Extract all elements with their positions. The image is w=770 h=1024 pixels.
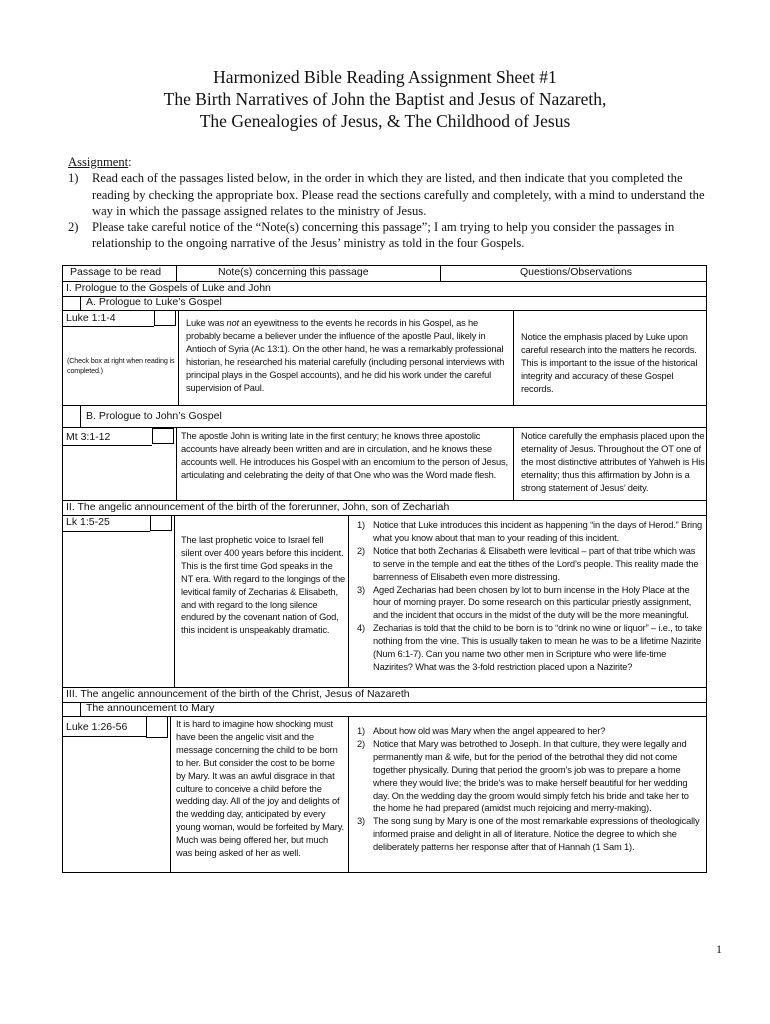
section-1b-heading: B. Prologue to John’s Gospel (86, 410, 222, 422)
passage-mt-3-1-12: Mt 3:1-12 (66, 431, 111, 443)
note-lk-1-5-25: The last prophetic voice to Israel fell silent over 400 years before this incident. This is the first time God speaks in the NT era. With regard to the longings of the levitical family of Zecharias & Elisabeth, and with regard to the long silence endured by the covenant nation of God, this incident is unspeakably dramatic. (181, 535, 346, 636)
assignment-item-text: Please take careful notice of the “Note(s) concerning this passage”; I am trying to help you consider the passages in relationship to the ongoing narrative of the Jesus’ ministry as told in the four Gospels. (92, 220, 675, 251)
assignment-item-text: Read each of the passages listed below, in the order in which they are listed, and then indicate that you completed the reading by checking the appropriate box. Please read the sections carefully and completely, with a mind to understand the way in which the passage assigned relates to the ministry of Jesus. (92, 171, 705, 218)
passage-lk-1-5-25: Lk 1:5-25 (66, 516, 110, 528)
section-2-heading: II. The angelic announcement of the birth of the forerunner, John, son of Zechariah (66, 501, 450, 513)
assignment-item-number: 2) (68, 220, 79, 235)
title-line-1: Harmonized Bible Reading Assignment Sheet #1 (213, 67, 557, 87)
list-item: 2) Notice that Mary was betrothed to Joseph. In that culture, they were legally and permanently man & wife, but for the period of the betrothal they did not come together physically. During that period the groom’s job was to prepare a home where they would live; the bride’s was to make herself beautiful for her wedding day. On the wedding day the groom would simply fetch his bride and take her to the home he had prepared (amidst much rejoicing and merry-making). (357, 738, 689, 814)
list-item: 1) About how old was Mary when the angel appeared to her? (357, 726, 606, 736)
assignment-label: Assignment (68, 155, 129, 169)
note-luke-1-1-4: Luke was not an eyewitness to the events he records in his Gospel, as he probably became a believer under the influence of the apostle Paul, likely in Antioch of Syria (Ac 13:1). On the other hand, he was a remarkably professional historian, he researched his material carefully (including personal interviews with principal plays in the Gospel accounts), and he did his work under the careful supervision of Paul. (186, 318, 505, 393)
assignment-item-number: 1) (68, 171, 79, 186)
assignment-colon: : (128, 155, 132, 169)
reading-checkbox[interactable] (154, 310, 176, 326)
header-notes: Note(s) concerning this passage (218, 266, 369, 278)
checkbox-instruction: (Check box at right when reading is completed.) (67, 356, 175, 375)
header-questions: Questions/Observations (520, 266, 633, 278)
page-title (0, 66, 770, 132)
list-item: 3) The song sung by Mary is one of the most remarkable expressions of theologically informed praise and delight in all of literature. Notice the degree to which she deliberately patterns her response after that of Hannah (1 Sam 1). (357, 816, 700, 853)
list-item: 3) Aged Zecharias had been chosen by lot to burn incense in the Holy Place at the hour of morning prayer. Do some research on this particular priestly assignment, and the incident that occurs in the midst of the duty will be the more meaningful. (357, 584, 692, 621)
questions-lk-1-5-25 (357, 519, 703, 674)
header-passage: Passage to be read (70, 266, 162, 278)
list-item: 4) Zecharias is told that the child to be born is to “drink no wine or liquor” – i.e., to take nothing from the vine. This is usually taken to mean he was to be a lifetime Nazirite (Num 6:1-7). Can you name two other men in Scripture who were life-time Nazirites? What was the 3-fold restriction placed upon a Nazirite? (357, 623, 702, 672)
list-item: 2) Notice that both Zecharias & Elisabeth were levitical – part of that tribe which was to serve in the temple and eat the tithes of the Lord’s people. This reality made the barrenness of Elisabeth even more distressing. (357, 545, 699, 582)
passage-luke-1-1-4: Luke 1:1-4 (66, 312, 116, 324)
reading-checkbox[interactable] (146, 716, 168, 738)
observation-mt-3-1-12: Notice carefully the emphasis placed upon the eternality of Jesus. Throughout the OT one of the most distinctive attributes of Yahweh is His eternality; thus this affirmation by John is a strong statement of Jesus’ deity. (521, 431, 705, 493)
note-mt-3-1-12: The apostle John is writing late in the first century; he knows three apostolic accounts have already been written and are in circulation, and he knows these accounts well. He introduces his Gospel with an encomium to the person of Jesus, articulating and celebrating the deity of that One who was the Word made flesh. (181, 431, 508, 480)
assignment-item-1 (68, 170, 718, 219)
observation-luke-1-1-4: Notice the emphasis placed by Luke upon careful research into the matters he records. This is important to the issue of the historical integrity and accuracy of these Gospel records. (521, 332, 698, 394)
assignment-item-2 (68, 219, 718, 252)
list-item: 1) Notice that Luke introduces this incident as happening “in the days of Herod.” Bring what you know about that man to your reading of this incident. (357, 520, 703, 543)
section-1-heading: I. Prologue to the Gospels of Luke and John (66, 282, 271, 294)
reading-checkbox[interactable] (152, 428, 174, 444)
section-3a-heading: The announcement to Mary (86, 702, 215, 714)
title-line-3: The Genealogies of Jesus, & The Childhood of Jesus (199, 111, 571, 131)
section-3-heading: III. The angelic announcement of the birth of the Christ, Jesus of Nazareth (66, 688, 410, 700)
title-line-2: The Birth Narratives of John the Baptist and Jesus of Nazareth, (163, 89, 607, 109)
note-luke-1-26-56: It is hard to imagine how shocking must have been the angelic visit and the message concerning the child to be born to her. But consider the cost to be borne by Mary. It was an awful disgrace in that culture to conceive a child before the wedding day. All of the joy and delights of the wedding day, anticipated by every young woman, would be forfeited by Mary. Much was being offered her, but much was being asked of her as well. (176, 719, 344, 859)
section-1a-heading: A. Prologue to Luke’s Gospel (86, 296, 222, 308)
reading-checkbox[interactable] (150, 515, 172, 531)
passage-luke-1-26-56: Luke 1:26-56 (66, 721, 128, 733)
questions-luke-1-26-56 (357, 725, 703, 854)
page-number: 1 (716, 942, 722, 956)
assignment-section (68, 154, 718, 252)
